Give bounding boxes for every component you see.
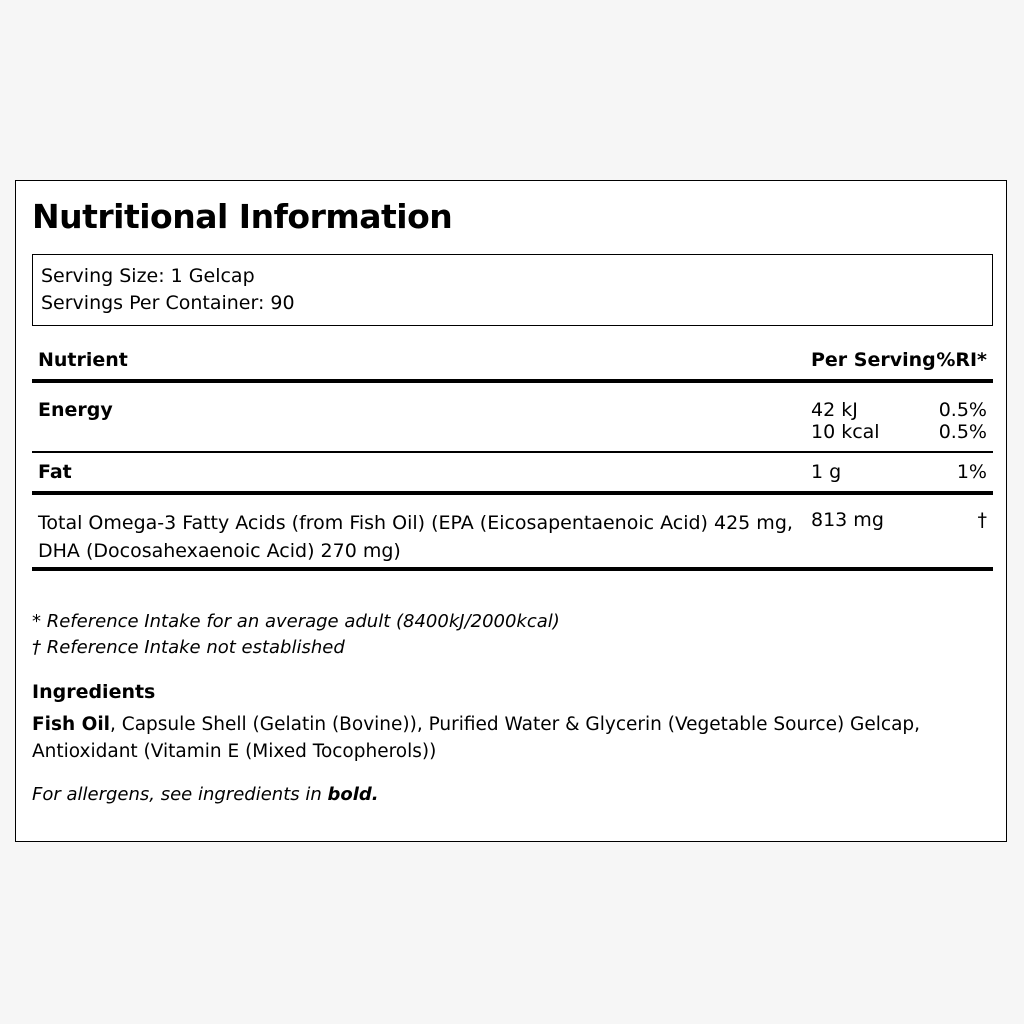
table-row-energy-kj [32,383,993,421]
energy-kcal-value: 10 kcal [811,421,880,443]
allergen-note-bold: bold. [327,784,379,805]
footnotes [32,609,560,661]
allergen-note [32,784,379,805]
fat-value: 1 g [811,460,842,483]
serving-size: Serving Size: 1 Gelcap [41,265,255,287]
ri-footnote: * Reference Intake for an average adult (8400kJ/2000kcal) [32,611,560,632]
energy-kcal-ri: 0.5% [938,421,987,443]
page-title: Nutritional Information [32,197,453,236]
ingredients-heading: Ingredients [32,681,156,703]
omega3-label: Total Omega-3 Fatty Acids (from Fish Oil) (EPA (Eicosapentaenoic Acid) 425 mg, DHA (Docosahexaenoic Acid) 270 mg) [38,511,793,562]
energy-label: Energy [38,399,113,421]
fat-ri: 1% [956,460,987,483]
energy-kj-ri: 0.5% [938,399,987,421]
allergen-ingredient: Fish Oil [32,714,111,735]
omega3-value: 813 mg [811,508,884,531]
servings-per-container: Servings Per Container: 90 [41,292,295,314]
table-row-omega3 [32,495,993,567]
allergen-note-prefix: For allergens, see ingredients in [32,784,328,805]
not-established-footnote: † Reference Intake not established [32,637,345,658]
table-bottom-divider [32,567,993,571]
ingredients-rest: , Capsule Shell (Gelatin (Bovine)), Purified Water & Glycerin (Vegetable Source) Gelcap, Antioxidant (Vitamin E (Mixed Tocopherols)) [32,714,921,762]
fat-label: Fat [38,460,72,483]
table-header-row [32,341,993,379]
table-row-energy-kcal [32,421,993,451]
table-row-fat [32,453,993,491]
header-nutrient: Nutrient [38,349,128,371]
ingredients-text [32,711,992,765]
nutrition-panel [15,180,1007,842]
nutrition-table [32,341,993,571]
header-ri: %RI* [936,349,987,371]
header-per-serving: Per Serving [811,349,936,371]
energy-kj-value: 42 kJ [811,399,858,421]
omega3-ri: † [977,508,987,531]
serving-info-box [32,254,993,326]
